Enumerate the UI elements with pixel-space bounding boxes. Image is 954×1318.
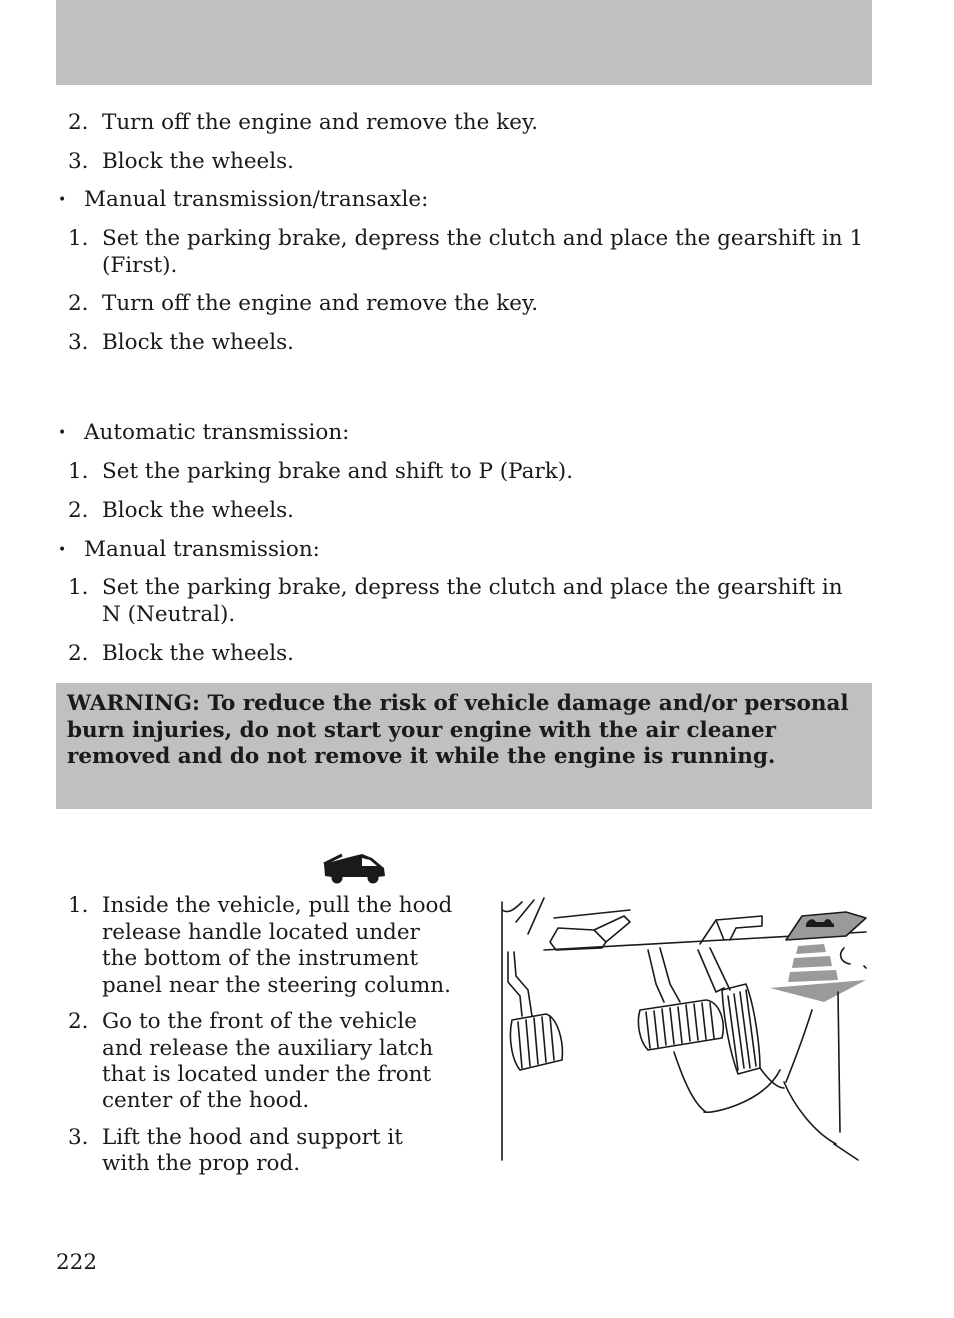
list-number: 1. [68, 575, 89, 600]
list-text: and release the auxiliary latch [102, 1036, 434, 1061]
list-text: center of the hood. [102, 1088, 310, 1113]
bullet-mark: • [58, 542, 67, 558]
bullet-label: Manual transmission: [84, 537, 320, 562]
list-text: panel near the steering column. [102, 973, 451, 998]
list-number: 3. [68, 1125, 89, 1150]
bullet-mark: • [58, 425, 67, 441]
warning-text: WARNING: To reduce the risk of vehicle damage and/or personal burn injuries, do not start your engine with the air cleaner removed and do not remove it while the engine is running. [67, 691, 849, 769]
bullet-mark: • [58, 192, 67, 208]
list-text: Block the wheels. [102, 330, 295, 355]
list-number: 2. [68, 641, 89, 666]
list-number: 3. [68, 330, 89, 355]
header-bar [56, 0, 872, 85]
list-number: 2. [68, 1009, 89, 1034]
list-text: Turn off the engine and remove the key. [102, 291, 539, 316]
list-text: Block the wheels. [102, 498, 295, 523]
list-text: with the prop rod. [102, 1151, 301, 1176]
warning-box [56, 683, 872, 809]
list-text: the bottom of the instrument [102, 946, 419, 971]
list-number: 1. [68, 459, 89, 484]
list-text: release handle located under [102, 920, 420, 945]
bullet-label: Automatic transmission: [84, 420, 350, 445]
list-text: Block the wheels. [102, 149, 295, 174]
list-number: 3. [68, 149, 89, 174]
list-text: Lift the hood and support it [102, 1125, 403, 1150]
list-text: Set the parking brake, depress the clutch and place the gearshift in 1 [102, 226, 864, 251]
list-text: Set the parking brake, depress the clutch and place the gearshift in [102, 575, 843, 600]
page-number: 222 [56, 1250, 98, 1275]
bullet-label: Manual transmission/transaxle: [84, 187, 429, 212]
list-number: 1. [68, 893, 89, 918]
list-text: Go to the front of the vehicle [102, 1009, 417, 1034]
hood-release-illustration [494, 892, 874, 1168]
list-text: Inside the vehicle, pull the hood [102, 893, 453, 918]
list-text: N (Neutral). [102, 602, 236, 627]
list-text: Set the parking brake and shift to P (Park). [102, 459, 574, 484]
list-number: 2. [68, 498, 89, 523]
car-hood-open-icon [322, 852, 388, 890]
list-number: 2. [68, 291, 89, 316]
list-number: 2. [68, 110, 89, 135]
list-text: that is located under the front [102, 1062, 432, 1087]
list-number: 1. [68, 226, 89, 251]
list-text: Block the wheels. [102, 641, 295, 666]
list-text: (First). [102, 253, 178, 278]
list-text: Turn off the engine and remove the key. [102, 110, 539, 135]
